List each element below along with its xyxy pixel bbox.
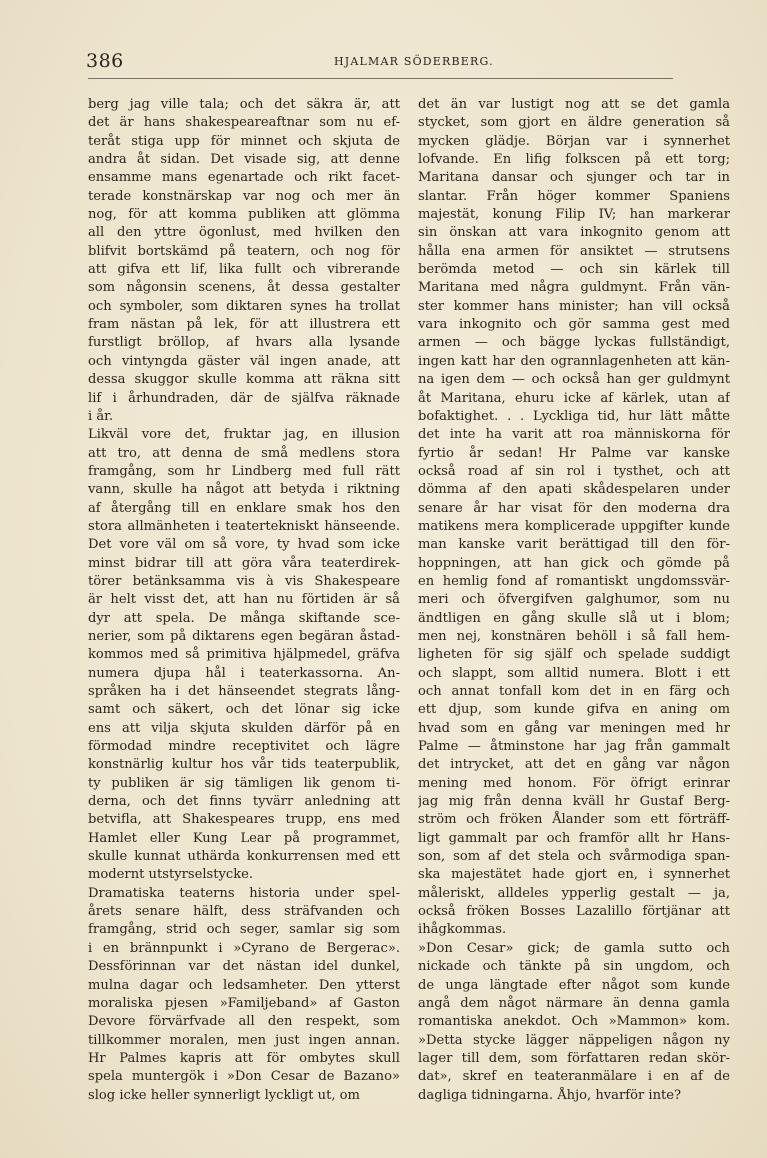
text-line: nerier, som på diktarens egen begäran åstad-: [88, 628, 400, 644]
text-line: teråt stiga upp för minnet och skjuta de: [88, 133, 400, 149]
text-line: nog, för att komma publiken att glömma: [88, 207, 400, 223]
text-line: ty publiken är sig tämligen lik genom ti-: [88, 775, 400, 791]
text-line: andra åt sidan. Det visade sig, att denne: [88, 152, 400, 168]
text-line: kommos med så primitiva hjälpmedel, gräfva: [88, 647, 400, 663]
text-line: lif i århundraden, där de själfva räknade: [88, 390, 400, 406]
text-line: ett djup, som kunde gifva en aning om: [418, 702, 730, 718]
text-line: Hamlet eller Kung Lear på programmet,: [88, 830, 400, 846]
text-line: lager till dem, som författaren redan skör-: [418, 1050, 730, 1066]
text-line: ska majestätet hade gjort en, i synnerhet: [418, 867, 730, 883]
text-line: modernt utstyrselstycke.: [88, 867, 254, 883]
text-line: Maritana med några guldmynt. Från vän-: [418, 280, 730, 296]
text-line: måleriskt, alldeles ypperlig gestalt — ja,: [418, 885, 730, 901]
text-line: också road af sin rol i tysthet, och att: [418, 463, 730, 479]
text-line: dagliga tidningarna. Åhjo, hvarför inte?: [418, 1087, 682, 1103]
text-line: »Detta stycke lägger näppeligen någon ny: [418, 1032, 730, 1048]
text-line: af återgång till en enklare smak hos den: [88, 500, 400, 516]
text-line: fram nästan på lek, för att illustrera ett: [88, 317, 400, 333]
text-line: numera djupa hål i teaterkassorna. An-: [88, 665, 400, 681]
text-line: språken ha i det hänseendet stegrats lång-: [88, 684, 400, 699]
text-line: framgång, strid och seger, samlar sig som: [88, 922, 400, 938]
text-line: »Don Cesar» gick; de gamla sutto och: [418, 940, 730, 956]
text-line: berömda metod — och sin kärlek till: [418, 262, 730, 278]
text-line: och slappt, som alltid numera. Blott i ett: [418, 665, 730, 681]
text-line: förmodad mindre receptivitet och lägre: [88, 739, 400, 755]
text-line: na igen dem — och också han ger guldmynt: [418, 372, 730, 388]
text-line: som någonsin scenens, åt dessa gestalter: [88, 280, 400, 296]
text-line: hvad som en gång var meningen med hr: [418, 720, 730, 736]
text-line: meri och öfvergifven galghumor, som nu: [418, 592, 730, 608]
text-line: men nej, konstnären behöll i så fall hem-: [418, 628, 730, 644]
left-column: [88, 96, 400, 1105]
text-line: romantiska anekdot. Och »Mammon» kom.: [418, 1014, 730, 1030]
text-line: ändtligen en gång skulle slå ut i blom;: [418, 610, 730, 626]
text-line: dyr att spela. De många skiftande sce-: [88, 610, 400, 626]
text-line: Det vore väl om så vore, ty hvad som icke: [88, 537, 400, 553]
text-line: törer betänksamma vis à vis Shakespeare: [88, 573, 400, 589]
text-line: skulle kunnat uthärda konkurrensen med ett: [88, 849, 400, 865]
text-line: derna, och det finns tyvärr anledning att: [88, 794, 400, 810]
text-line: åt Maritana, ehuru icke af kärlek, utan af: [418, 390, 730, 406]
text-line: samt och säkert, och det lönar sig icke: [88, 702, 400, 718]
text-line: och symboler, som diktaren synes ha trollat: [88, 298, 400, 314]
text-line: konstnärlig kultur hos vår tids teaterpublik,: [88, 757, 400, 773]
text-line: vara inkognito och gör samma gest med: [418, 317, 730, 333]
text-line: stora allmänheten i teatertekniskt hänseende.: [88, 518, 400, 534]
text-line: också fröken Bosses Lazalillo förtjänar att: [418, 904, 730, 920]
text-line: fyrtio år sedan! Hr Palme var kanske: [418, 445, 730, 461]
text-line: årets senare hälft, dess sträfvanden och: [88, 904, 400, 920]
text-line: ens att vilja skjuta skulden därför på en: [88, 720, 400, 736]
text-line: ensamme mans egenartade och rikt facet-: [88, 170, 400, 186]
text-line: att tro, att denna de små medlens stora: [88, 445, 400, 461]
text-line: bofaktighet. . . Lyckliga tid, hur lätt måtte: [418, 408, 730, 424]
text-line: angå dem något närmare än denna gamla: [418, 995, 730, 1011]
text-line: att gifva ett lif, lika fullt och vibrerande: [88, 262, 400, 278]
text-line: är helt visst det, att han nu förtiden är så: [88, 592, 400, 608]
text-line: blifvit bortskämd på teatern, och nog för: [88, 243, 400, 259]
text-line: ligt gammalt par och framför allt hr Hans-: [418, 830, 730, 846]
text-line: Maritana dansar och sjunger och tar in: [418, 170, 730, 186]
page-number: 386: [86, 50, 124, 72]
text-line: Palme — åtminstone har jag från gammalt: [418, 739, 730, 755]
text-line: betvifla, att Shakespeares trupp, ens med: [88, 812, 400, 828]
text-line: de unga längtade efter något som kunde: [418, 977, 730, 993]
text-line: det än var lustigt nog att se det gamla: [418, 97, 730, 112]
text-line: ster kommer hans minister; han vill också: [418, 298, 730, 314]
text-line: ligheten för sig själf och spelade suddigt: [418, 647, 730, 663]
text-line: moraliska pjesen »Familjeband» af Gaston: [88, 995, 400, 1011]
text-line: det är hans shakespeareaftnar som nu ef-: [88, 115, 400, 131]
text-line: spela muntergök i »Don Cesar de Bazano»: [88, 1069, 400, 1085]
text-line: furstligt bröllop, af hvars alla lysande: [88, 335, 400, 351]
text-line: Dessförinnan var det nästan idel dunkel,: [88, 959, 400, 975]
text-line: matikens mera komplicerade uppgifter kunde: [418, 518, 730, 534]
text-line: mulna dagar och ledsamheter. Den ytterst: [88, 977, 400, 993]
text-line: i år.: [88, 408, 114, 424]
text-line: lofvande. En lifig folkscen på ett torg;: [418, 152, 730, 168]
text-line: ström och fröken Ålander som ett förträff-: [418, 812, 730, 828]
text-line: det inte ha varit att roa människorna för: [418, 427, 730, 443]
right-column: [418, 96, 730, 1105]
text-line: hålla ena armen för ansiktet — strutsens: [418, 243, 730, 259]
text-line: man kanske varit berättigad till den för-: [418, 537, 730, 553]
text-line: Devore förvärfvade all den respekt, som: [88, 1014, 400, 1030]
page-header: [86, 50, 676, 76]
text-line: ingen katt har den ogrannlagenheten att kän-: [418, 353, 730, 369]
text-line: armen — och bägge lyckas fullständigt,: [418, 335, 730, 351]
text-line: dessa skuggor skulle komma att räkna sitt: [88, 372, 400, 388]
text-line: all den yttre ögonlust, med hvilken den: [88, 225, 400, 241]
text-line: nickade och tänkte på sin ungdom, och: [418, 959, 730, 975]
text-line: i en brännpunkt i »Cyrano de Bergerac».: [88, 940, 400, 956]
text-line: hoppningen, att han gick och gömde på: [418, 555, 730, 571]
text-line: berg jag ville tala; och det säkra är, att: [88, 97, 400, 112]
text-line: mening med honom. För öfrigt erinrar: [418, 775, 730, 791]
text-line: majestät, konung Filip IV; han markerar: [418, 207, 730, 223]
text-line: slog icke heller synnerligt lyckligt ut, om: [88, 1087, 360, 1103]
text-line: Dramatiska teaterns historia under spel-: [88, 885, 400, 901]
text-line: jag mig från denna kväll hr Gustaf Berg-: [418, 794, 730, 810]
text-line: en hemlig fond af romantiskt ungdomssvär-: [418, 573, 730, 589]
header-rule: [88, 78, 673, 79]
running-head: HJALMAR SÖDERBERG.: [334, 55, 494, 68]
text-line: mycken glädje. Början var i synnerhet: [418, 133, 730, 149]
text-line: dömma af den apati skådespelaren under: [418, 482, 730, 498]
text-line: Likväl vore det, fruktar jag, en illusion: [88, 427, 400, 443]
text-line: och annat tonfall kom det in en färg och: [418, 684, 730, 699]
text-line: sin önskan att vara inkognito genom att: [418, 225, 730, 241]
text-line: dat», skref en teateranmälare i en af de: [418, 1069, 730, 1085]
text-line: Hr Palmes kapris att för ombytes skull: [88, 1050, 400, 1066]
text-line: stycket, som gjort en äldre generation så: [418, 115, 730, 131]
text-line: tillkommer moralen, men just ingen annan.: [88, 1032, 400, 1048]
text-line: det intrycket, att det en gång var någon: [418, 757, 730, 773]
text-line: terade konstnärskap var nog och mer än: [88, 188, 400, 204]
text-line: slantar. Från höger kommer Spaniens: [418, 188, 730, 204]
text-line: senare år har visat för den moderna dra: [418, 500, 730, 516]
text-line: och vintyngda gäster väl ingen anade, att: [88, 353, 400, 369]
text-line: minst bidrar till att göra våra teaterdirek-: [88, 555, 400, 571]
text-line: vann, skulle ha något att betyda i riktning: [88, 482, 400, 498]
text-line: framgång, som hr Lindberg med full rätt: [88, 463, 400, 479]
text-line: son, som af det stela och svårmodiga span-: [418, 849, 730, 865]
text-line: ihågkommas.: [418, 922, 507, 938]
